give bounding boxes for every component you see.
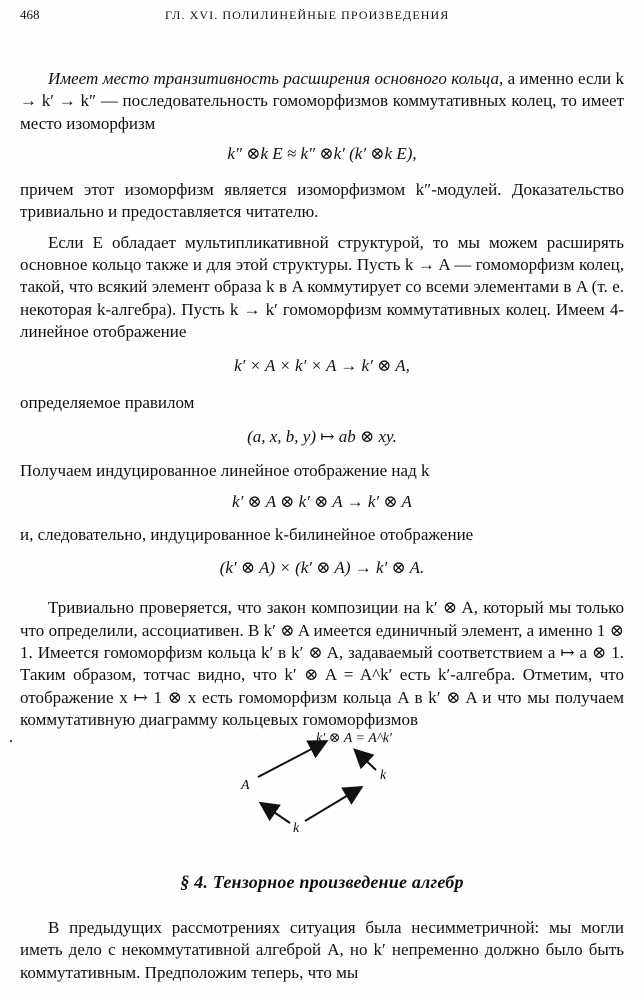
paragraph-isomorphism-proof-note: причем этот изоморфизм является изоморфизмом k″-модулей. Доказательство тривиально и предоставляется читателю. [20,180,624,222]
diagram-top-label: k′ ⊗ A = A^k′ [316,731,392,746]
paragraph-defined-by-rule: определяемое правилом [20,392,195,412]
page-header [20,7,624,27]
diagram-bottom-label: k [293,821,300,836]
diagram-arrow-bottom-k-to-right-k [305,788,360,821]
running-head: ГЛ. XVI. ПОЛИЛИНЕЙНЫЕ ПРОИЗВЕДЕНИЯ [165,8,450,22]
paragraph-induced-bilinear-map: и, следовательно, индуцированное k-билинейное отображение [20,524,474,544]
paragraph-multiplicative-structure: Если E обладает мультипликативной структурой, то мы можем расширять основное кольцо также и для этой структуры. Пусть k → A — гомоморфизм колец, такой, что всякий элемент образа k в A коммутирует со всеми элементами в A (т. е. некоторая k-алгебра). Пусть k → k′ гомоморфизм коммутативных колец. Имеем 4-линейное отображение [20,232,624,341]
main-text [20,68,624,731]
diagram-arrow-a-to-top [258,742,325,777]
paragraph-induced-linear-map: Получаем индуцированное линейное отображение над k [20,461,430,481]
paragraph-associativity: Тривиально проверяется, что закон композиции на k′ ⊗ A, который мы только что определили, ассоциативен. В k′ ⊗ A имеется единичный элемент, а именно 1 ⊗ 1. Имеется гомоморфизм кольца k′ в k′ ⊗ A, задаваемый соответствием a ↦ a ⊗ 1. Таким образом, тотчас видно, что k′ ⊗ A = A^k′ есть k′-алгебра. Отметим, что отображение x ↦ 1 ⊗ x есть гомоморфизм кольца A в k′ ⊗ A и что мы получаем коммутативную диаграмму кольцевых гомоморфизмов [20,598,624,729]
paragraph-transitivity-italic-start: Имеет место транзитивность расширения основного кольца, [48,69,504,88]
formula-transitivity-isomorphism: k″ ⊗k E ≈ k″ ⊗k′ (k′ ⊗k E), [227,143,417,163]
formula-induced-bilinear-map: (k′ ⊗ A) × (k′ ⊗ A) → k′ ⊗ A. [219,558,425,578]
diagram-arrow-right-k-to-top [356,751,376,770]
formula-rule: (a, x, b, y) ↦ ab ⊗ xy. [247,426,397,446]
section-title: § 4. Тензорное произведение алгебр [180,872,464,892]
paragraph-transitivity-rest: а именно если k → k′ → k″ — последовательность гомоморфизмов коммутативных колец, то имеет место изоморфизм [20,69,624,133]
paragraph-section-opening: В предыдущих рассмотрениях ситуация была несимметричной: мы могли иметь дело с некоммутативной алгеброй A, но k′ непременно должно было быть коммутативным. Предположим теперь, что мы [20,918,624,982]
commutative-diagram [0,722,644,844]
paragraph-transitivity [20,68,624,135]
page-number: 468 [20,7,40,22]
diagram-right-label: k [380,768,387,783]
section-opening-text [20,917,624,984]
diagram-svg [0,722,644,844]
diagram-left-label: A [241,778,250,793]
formula-induced-linear-map: k′ ⊗ A ⊗ k′ ⊗ A → k′ ⊗ A [232,492,412,512]
diagram-arrow-bottom-k-to-a [262,804,290,823]
formula-four-linear-map: k′ × A × k′ × A → k′ ⊗ A, [234,356,410,376]
